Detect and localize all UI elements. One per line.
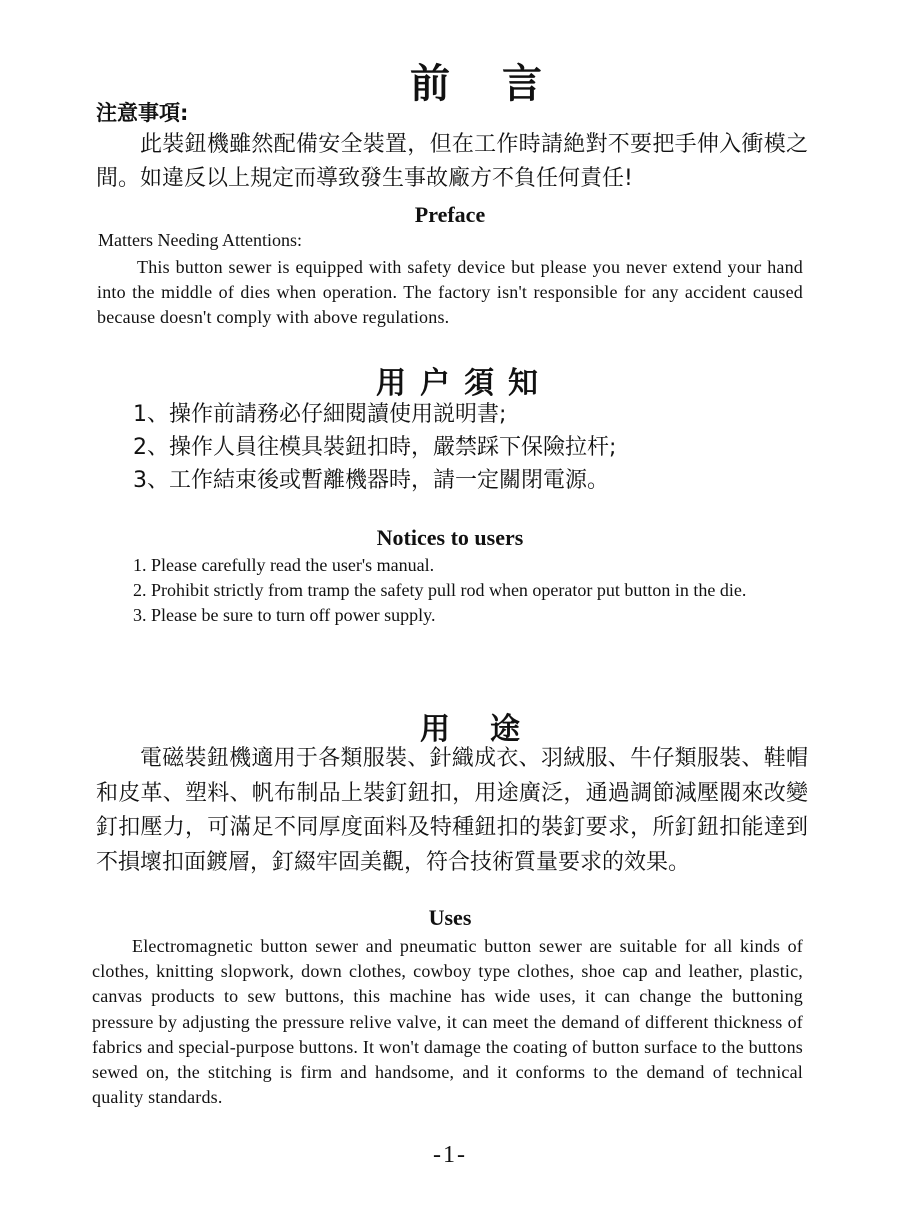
preface-title-cn: 前言 <box>410 60 594 107</box>
list-item: 2、操作人員往模具裝鈕扣時，嚴禁踩下保險拉杆; <box>133 435 617 460</box>
preface-title-en: Preface <box>414 202 486 227</box>
user-notice-title-cn: 用户須知 <box>376 366 552 401</box>
notice-label-cn: 注意事項: <box>96 101 189 125</box>
uses-text-cn: 電磁裝鈕機適用于各類服裝、針織成衣、羽絨服、牛仔類服裝、鞋帽和皮革、塑料、帆布制品上裝釘鈕扣，用途廣泛，通過調節減壓閥來改變釘扣壓力，可滿足不同厚度面料及特種鈕扣的裝釘要求，所釘鈕扣能達到不損壞扣面鍍層，釘綴牢固美觀，符合技術質量要求的效果。 <box>96 746 808 875</box>
notice-text-en: This button sewer is equipped with safety device but please you never extend your hand into the middle of dies when operation. The factory isn't responsible for any accident caused because doesn't comply with above regulations. <box>97 257 803 327</box>
list-item: 2. Prohibit strictly from tramp the safety pull rod when operator put button in the die. <box>133 580 747 600</box>
list-item: 3. Please be sure to turn off power supply. <box>133 605 436 625</box>
user-notice-list-cn <box>133 398 833 497</box>
notice-text-cn: 此裝鈕機雖然配備安全裝置，但在工作時請絶對不要把手伸入衝模之間。如違反以上規定而導致發生事故廠方不負任何責任! <box>96 132 808 191</box>
list-item: 3、工作結束後或暫離機器時，請一定關閉電源。 <box>133 468 609 493</box>
page-number: -1- <box>433 1142 467 1168</box>
uses-title-en: Uses <box>428 905 472 930</box>
uses-text-en: Electromagnetic button sewer and pneumatic button sewer are suitable for all kinds of clothes, knitting slopwork, down clothes, cowboy type clothes, shoe cap and leather, plastic, canvas products to sew buttons, this machine has wide uses, it can change the buttoning pressure by adjusting the pressure relive valve, it can meet the demand of different thickness of fabrics and special-purpose buttons. It won't damage the coating of button surface to the buttons sewed on, the stitching is firm and handsome, and it conforms to the demand of technical quality standards. <box>92 936 803 1108</box>
list-item: 1、操作前請務必仔細閱讀使用説明書; <box>133 402 507 427</box>
notice-label-en: Matters Needing Attentions: <box>98 230 302 250</box>
uses-title-cn: 用途 <box>420 712 560 747</box>
user-notice-title-en: Notices to users <box>376 525 524 550</box>
user-notice-list-en <box>133 553 813 628</box>
list-item: 1. Please carefully read the user's manual. <box>133 555 435 575</box>
